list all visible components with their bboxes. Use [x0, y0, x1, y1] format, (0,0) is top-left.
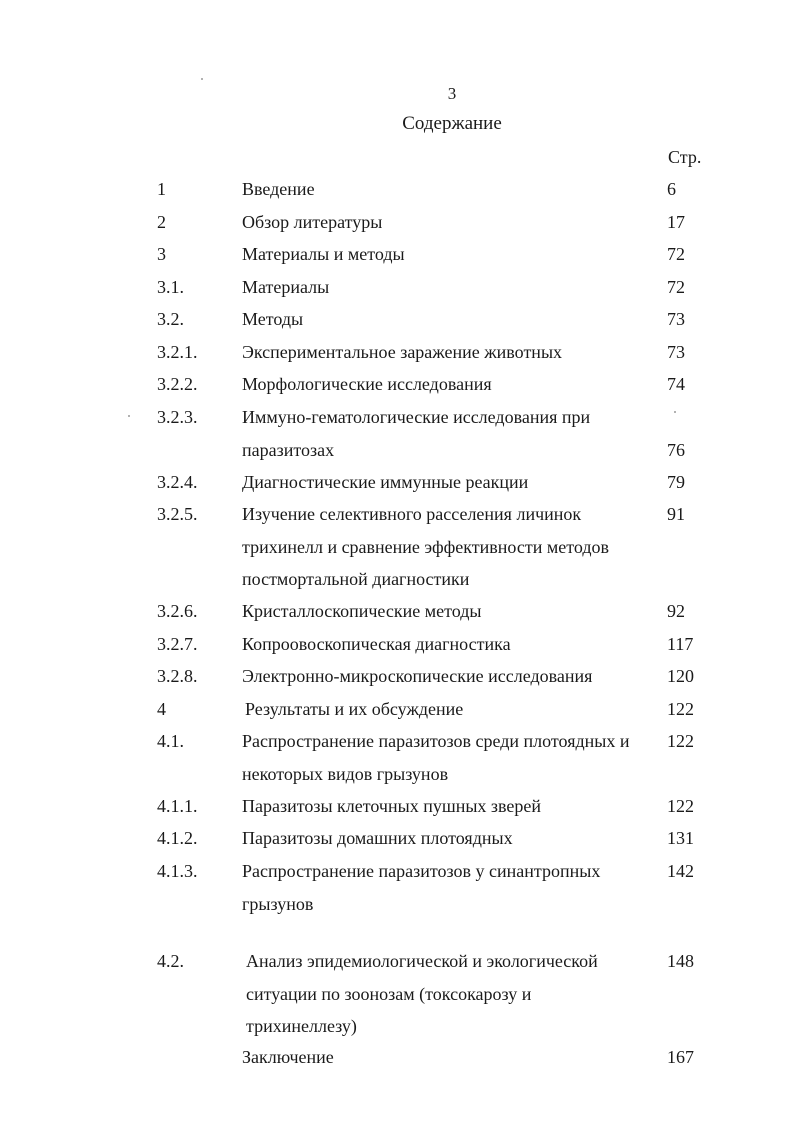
toc-entry-title-line: Морфологические исследования: [242, 374, 492, 394]
toc-entry-number: 3.2.8.: [157, 666, 198, 686]
toc-entry-number: 3.2.: [157, 309, 184, 329]
toc-entry-number: 4: [157, 699, 166, 719]
toc-entry-title: [242, 368, 662, 401]
toc-entry-number: 3.2.6.: [157, 601, 198, 621]
toc-entry-title: [242, 1041, 662, 1074]
toc-entry-page: 122: [667, 796, 694, 816]
page-column-header: Стр.: [668, 147, 702, 167]
toc-entry-title-line: постмортальной диагностики: [242, 569, 470, 589]
toc-entry-title: [242, 628, 662, 661]
toc-entry-number: 3: [157, 244, 166, 264]
toc-entry-page: 73: [667, 309, 685, 329]
toc-entry-title-line: Анализ эпидемиологической и экологической: [246, 951, 598, 971]
scan-speck: [128, 415, 130, 417]
toc-entry-title: [242, 660, 662, 693]
toc-entry-page: 91: [667, 504, 685, 524]
toc-entry-page: 72: [667, 244, 685, 264]
toc-entry-title: [242, 595, 662, 628]
toc-entry-page: 122: [667, 731, 694, 751]
toc-entry-page: 6: [667, 179, 676, 199]
toc-entry-number: 4.1.: [157, 731, 184, 751]
toc-entry-title-line: трихинелл и сравнение эффективности методов: [242, 536, 609, 557]
toc-entry-title: [242, 790, 662, 823]
toc-entry-title-line: Кристаллоскопические методы: [242, 601, 482, 621]
toc-entry-title: [242, 498, 662, 596]
toc-entry-number: 3.1.: [157, 277, 184, 297]
toc-entry-number: 3.2.4.: [157, 472, 198, 492]
toc-entry-number: 3.2.1.: [157, 342, 198, 362]
toc-entry-page: 148: [667, 951, 694, 971]
toc-entry-number: 4.1.3.: [157, 861, 198, 881]
toc-entry-title-line: Материалы и методы: [242, 244, 405, 264]
toc-entry-title-line: Электронно-микроскопические исследования: [242, 666, 593, 686]
toc-entry-number: 4.1.2.: [157, 828, 198, 848]
toc-entry-title-line: Диагностические иммунные реакции: [242, 472, 529, 492]
toc-entry-page: 73: [667, 342, 685, 362]
toc-entry-title-line: некоторых видов грызунов: [242, 763, 449, 784]
toc-title: Содержание: [402, 113, 502, 134]
toc-entry-title-line: грызунов: [242, 893, 314, 914]
toc-entry-page: 117: [667, 634, 694, 654]
toc-entry-page: 76: [667, 439, 685, 460]
toc-entry-title: [246, 945, 666, 1043]
toc-entry-number: 2: [157, 212, 166, 232]
toc-entry-title: [242, 855, 662, 920]
toc-entry-page: 72: [667, 277, 685, 297]
toc-entry-number: 3.2.5.: [157, 504, 198, 524]
toc-entry-title-line: Результаты и их обсуждение: [245, 699, 464, 719]
toc-entry-title: [242, 466, 662, 499]
toc-entry-page: 122: [667, 699, 694, 719]
toc-entry-title-line: Обзор литературы: [242, 212, 383, 232]
toc-entry-title-line: Копроовоскопическая диагностика: [242, 634, 511, 654]
toc-entry-title-line: Методы: [242, 309, 304, 329]
toc-entry-page: 74: [667, 374, 685, 394]
toc-entry-page: 131: [667, 828, 694, 848]
toc-entry-title: [242, 725, 662, 790]
toc-entry-title-line: Материалы: [242, 277, 330, 297]
toc-entry-number: 3.2.2.: [157, 374, 198, 394]
toc-entry-page: 120: [667, 666, 694, 686]
toc-entry-page: 17: [667, 212, 685, 232]
scan-speck: [201, 78, 203, 80]
toc-entry-page: 92: [667, 601, 685, 621]
toc-entry-number: 3.2.7.: [157, 634, 198, 654]
toc-entry-title: [242, 822, 662, 855]
toc-entry-title-line: Экспериментальное заражение животных: [242, 342, 563, 362]
toc-entry-title: [242, 206, 662, 239]
toc-entry-title: [242, 303, 662, 336]
toc-entry-title: [242, 336, 662, 369]
toc-entry-title-line: паразитозах: [242, 439, 335, 460]
toc-entry-number: 4.2.: [157, 951, 184, 971]
toc-entry-title-line: Паразитозы клеточных пушных зверей: [242, 796, 542, 816]
toc-entry-title: [242, 173, 662, 206]
toc-entry-title: [242, 271, 662, 304]
toc-entry-title-line: Заключение: [242, 1047, 334, 1067]
toc-entry-title: [245, 693, 665, 726]
toc-entry-number: 4.1.1.: [157, 796, 198, 816]
toc-entry-page: 79: [667, 472, 685, 492]
scan-speck: [674, 411, 676, 413]
page-number: 3: [447, 84, 457, 103]
toc-entry-page: 167: [667, 1047, 694, 1067]
toc-entry-number: 3.2.3.: [157, 407, 198, 427]
toc-entry-title-line: Иммуно-гематологические исследования при: [242, 407, 591, 427]
toc-entry-title-line: Паразитозы домашних плотоядных: [242, 828, 513, 848]
toc-entry-page: 142: [667, 861, 694, 881]
toc-entry-title-line: трихинеллезу): [246, 1016, 357, 1036]
toc-entry-title: [242, 238, 662, 271]
toc-entry-number: 1: [157, 179, 166, 199]
toc-entry-title-line: Распространение паразитозов среди плотоядных и: [242, 731, 630, 751]
toc-entry-title-line: Изучение селективного расселения личинок: [242, 504, 582, 524]
toc-entry-title-line: Введение: [242, 179, 315, 199]
toc-entry-title: [242, 401, 662, 466]
toc-entry-title-line: Распространение паразитозов у синантропных: [242, 861, 601, 881]
toc-entry-title-line: ситуации по зоонозам (токсокарозу и: [246, 983, 532, 1004]
